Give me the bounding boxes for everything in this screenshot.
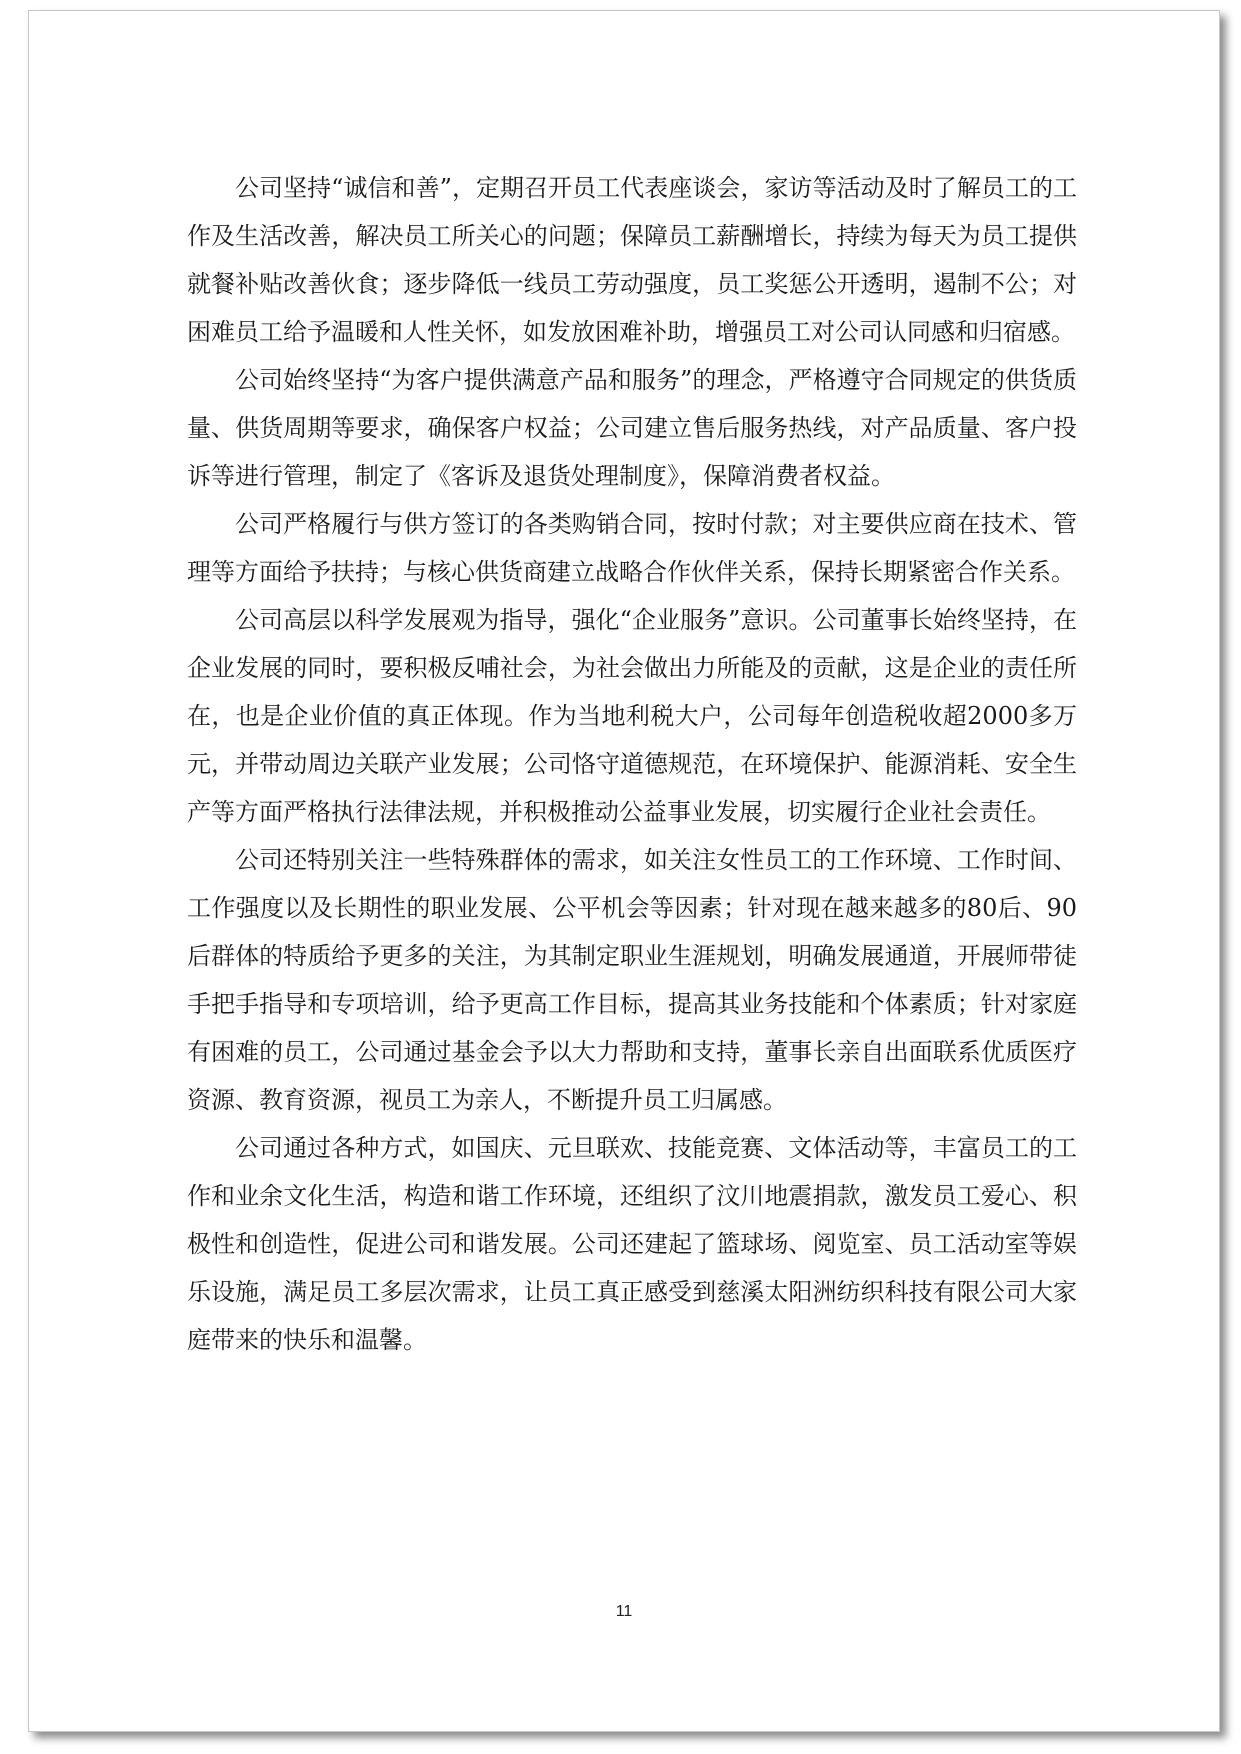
paragraph-employee-care: 公司坚持“诚信和善”，定期召开员工代表座谈会，家访等活动及时了解员工的工作及生活改善，解决员工所关心的问题；保障员工薪酬增长，持续为每天为员工提供就餐补贴改善伙食；逐步降低一线员工劳动强度，员工奖惩公开透明，遏制不公；对困难员工给予温暖和人性关怀，如发放困难补助，增强员工对公司认同感和归宿感。 — [187, 174, 1077, 346]
paragraph-cultural-life: 公司通过各种方式，如国庆、元旦联欢、技能竞赛、文体活动等，丰富员工的工作和业余文化生活，构造和谐工作环境，还组织了汶川地震捐款，激发员工爱心、积极性和创造性，促进公司和谐发展。公司还建起了篮球场、阅览室、员工活动室等娱乐设施，满足员工多层次需求，让员工真正感受到慈溪太阳洲纺织科技有限公司大家庭带来的快乐和温馨。 — [187, 1134, 1077, 1354]
body-text — [187, 164, 1077, 1364]
paragraph-customer-service: 公司始终坚持“为客户提供满意产品和服务”的理念，严格遵守合同规定的供货质量、供货周期等要求，确保客户权益；公司建立售后服务热线，对产品质量、客户投诉等进行管理，制定了《客诉及退货处理制度》，保障消费者权益。 — [187, 366, 1077, 490]
paragraph-social-responsibility: 公司高层以科学发展观为指导，强化“企业服务”意识。公司董事长始终坚持，在企业发展的同时，要积极反哺社会，为社会做出力所能及的贡献，这是企业的责任所在，也是企业价值的真正体现。作为当地利税大户，公司每年创造税收超2000多万元，并带动周边关联产业发展；公司恪守道德规范，在环境保护、能源消耗、安全生产等方面严格执行法律法规，并积极推动公益事业发展，切实履行企业社会责任。 — [187, 606, 1077, 826]
page-number: 11 — [615, 1603, 633, 1620]
paragraph-special-groups: 公司还特别关注一些特殊群体的需求，如关注女性员工的工作环境、工作时间、工作强度以及长期性的职业发展、公平机会等因素；针对现在越来越多的80后、90后群体的特质给予更多的关注，为其制定职业生涯规划，明确发展通道，开展师带徒手把手指导和专项培训，给予更高工作目标，提高其业务技能和个体素质；针对家庭有困难的员工，公司通过基金会予以大力帮助和支持，董事长亲自出面联系优质医疗资源、教育资源，视员工为亲人，不断提升员工归属感。 — [187, 846, 1077, 1114]
document-page — [28, 10, 1220, 1732]
paragraph-supplier-relations: 公司严格履行与供方签订的各类购销合同，按时付款；对主要供应商在技术、管理等方面给予扶持；与核心供货商建立战略合作伙伴关系，保持长期紧密合作关系。 — [187, 510, 1077, 586]
